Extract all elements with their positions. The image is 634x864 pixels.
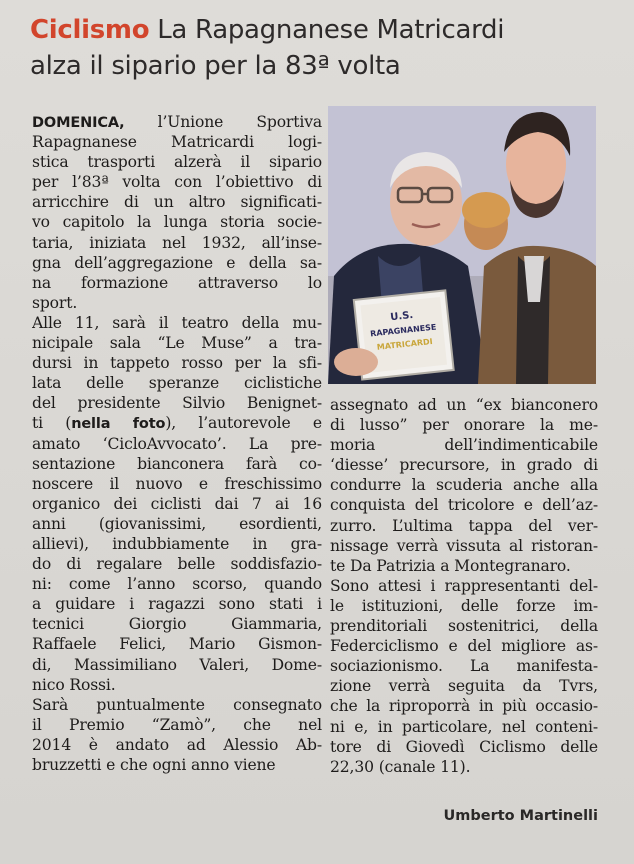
headline-line-1	[30, 12, 620, 48]
article-column-1	[32, 112, 322, 775]
text-line: arricchire di un altro significati-	[32, 193, 322, 212]
text-line: di lusso” per onorare la me-	[330, 416, 598, 435]
text-line: sport.	[32, 293, 78, 312]
text-line: del presidente Silvio Benignet-	[32, 394, 322, 413]
section-label: Ciclismo	[30, 15, 150, 45]
text-line: assegnato ad un “ex bianconero	[330, 396, 598, 414]
text-line: prenditoriali sostenitrici, della	[330, 617, 598, 636]
text-line: anni (giovanissimi, esordienti,	[32, 514, 322, 533]
photo-reference: nella foto	[71, 416, 166, 433]
text-line: vo capitolo la lunga storia socie-	[32, 213, 322, 232]
headline	[30, 12, 620, 84]
text-run: ), l’autorevole e	[165, 414, 322, 433]
text-line: do di regalare belle soddisfazio-	[32, 555, 322, 574]
article-photo	[328, 106, 596, 384]
text-line	[32, 413, 322, 433]
text-line: ‘diesse’ precursore, in grado di	[330, 456, 598, 475]
text-line: noscere il nuovo e freschissimo	[32, 474, 322, 493]
text-line: di, Massimiliano Valeri, Dome-	[32, 655, 322, 674]
text-line: Sarà puntualmente consegnato	[32, 695, 322, 714]
text-line: organico dei ciclisti dai 7 ai 16	[32, 494, 322, 513]
plaque-line-3: MATRICARDI	[376, 337, 434, 352]
text-line: per l’83ª volta con l’obiettivo di	[32, 173, 322, 192]
text-line: Federciclismo e del migliore as-	[330, 637, 598, 656]
text-line: Alle 11, sarà il teatro della mu-	[32, 313, 322, 332]
text-line: tecnici Giorgio Giammaria,	[32, 615, 322, 634]
text-line: dursi in tappeto rosso per la sfi-	[32, 354, 322, 373]
text-line: Raffaele Felici, Mario Gismon-	[32, 635, 322, 654]
text-line: le istituzioni, delle forze im-	[330, 596, 598, 615]
text-line: 22,30 (canale 11).	[330, 757, 471, 776]
photo-illustration	[328, 106, 596, 384]
plaque-line-1: U.S.	[389, 309, 414, 324]
text-line: nico Rossi.	[32, 675, 116, 694]
text-line: zurro. L’ultima tappa del ver-	[330, 516, 598, 535]
text-run: ti (	[32, 414, 72, 433]
text-line: zione verrà seguita da Tvrs,	[330, 677, 598, 696]
text-line: taria, iniziata nel 1932, all’inse-	[32, 233, 322, 252]
headline-line-2: alza il sipario per la 83ª volta	[30, 51, 401, 81]
author-byline: Umberto Martinelli	[443, 808, 598, 824]
text-line: il Premio “Zamò”, che nel	[32, 715, 322, 734]
text-line: nicipale sala “Le Muse” a tra-	[32, 334, 322, 353]
text-line: sentazione bianconera farà co-	[32, 454, 322, 473]
text-line: nissage verrà vissuta al ristoran-	[330, 536, 598, 555]
text-line: tore di Giovedì Ciclismo delle	[330, 737, 598, 756]
text-line: che la riproporrà in più occasio-	[330, 697, 598, 716]
text-line: conquista del tricolore e dell’az-	[330, 496, 598, 515]
text-line: stica trasporti alzerà il sipario	[32, 153, 322, 172]
lead-word: DOMENICA,	[32, 115, 125, 131]
text-line: bruzzetti e che ogni anno viene	[32, 756, 276, 774]
text-line: na formazione attraverso lo	[32, 273, 322, 292]
text-line: 2014 è andato ad Alessio Ab-	[32, 735, 322, 754]
headline-title-1: La Rapagnanese Matricardi	[157, 15, 505, 45]
text-line: a guidare i ragazzi sono stati i	[32, 595, 322, 614]
text-line: Rapagnanese Matricardi logi-	[32, 133, 322, 152]
text-line: moria dell’indimenticabile	[330, 436, 598, 455]
text-line: ni e, in particolare, nel conteni-	[330, 717, 598, 736]
article-column-2	[330, 395, 598, 777]
text-line: Sono attesi i rappresentanti del-	[330, 576, 598, 595]
text-line: ni: come l’anno scorso, quando	[32, 575, 322, 594]
text-line: sociazionismo. La manifesta-	[330, 657, 598, 676]
text-line: gna dell’aggregazione e della sa-	[32, 253, 322, 272]
text-run: l’Unione Sportiva	[124, 113, 322, 131]
text-line: lata delle speranze ciclistiche	[32, 374, 322, 393]
text-line: condurre la scuderia anche alla	[330, 476, 598, 495]
plaque-line-2: RAPAGNANESE	[369, 322, 437, 339]
text-line: allievi), indubbiamente in gra-	[32, 534, 322, 553]
text-line	[32, 112, 322, 132]
text-line: amato ‘CicloAvvocato’. La pre-	[32, 434, 322, 453]
text-line: te Da Patrizia a Montegranaro.	[330, 556, 571, 575]
